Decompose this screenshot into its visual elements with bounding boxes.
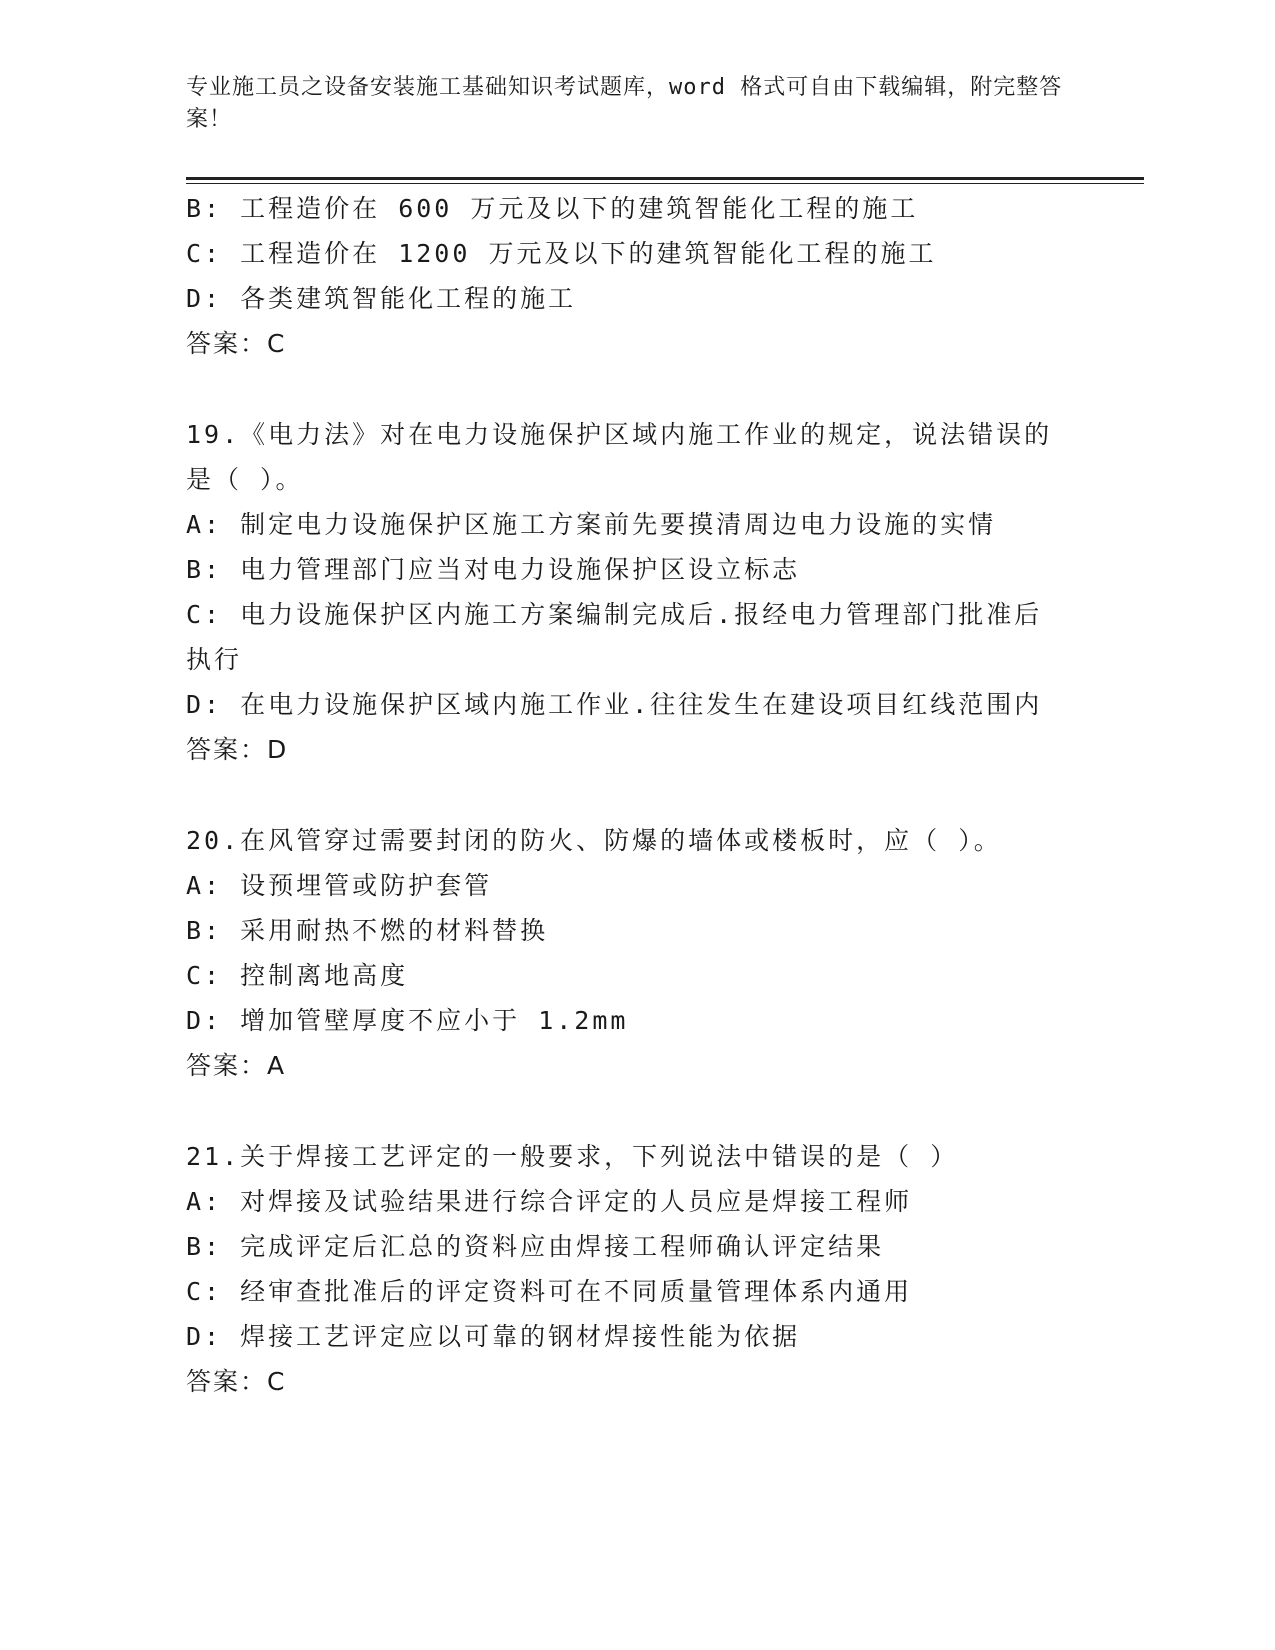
- option-a: A: 设预埋管或防护套管: [186, 871, 493, 900]
- question-20: [186, 818, 1086, 1088]
- option-a: A: 对焊接及试验结果进行综合评定的人员应是焊接工程师: [186, 1187, 913, 1216]
- option-d: D: 各类建筑智能化工程的施工: [186, 284, 577, 313]
- answer-line: 答案：C: [186, 329, 287, 358]
- option-a: A: 制定电力设施保护区施工方案前先要摸清周边电力设施的实情: [186, 510, 997, 539]
- option-d: D: 增加管壁厚度不应小于 1.2mm: [186, 1006, 629, 1035]
- option-c: C: 经审查批准后的评定资料可在不同质量管理体系内通用: [186, 1277, 913, 1306]
- document-body: [186, 186, 1086, 1404]
- option-b: B: 采用耐热不燃的材料替换: [186, 916, 549, 945]
- option-b: B: 电力管理部门应当对电力设施保护区设立标志: [186, 555, 801, 584]
- option-d: D: 焊接工艺评定应以可靠的钢材焊接性能为依据: [186, 1322, 801, 1351]
- option-d: D: 在电力设施保护区域内施工作业.往往发生在建设项目红线范围内: [186, 690, 1043, 719]
- option-b: B: 工程造价在 600 万元及以下的建筑智能化工程的施工: [186, 194, 919, 223]
- question-21: [186, 1134, 1086, 1404]
- option-c: C: 控制离地高度: [186, 961, 409, 990]
- spacer: [186, 366, 1086, 412]
- answer-line: 答案：A: [186, 1051, 287, 1080]
- option-b: B: 完成评定后汇总的资料应由焊接工程师确认评定结果: [186, 1232, 885, 1261]
- question-text: 20.在风管穿过需要封闭的防火、防爆的墙体或楼板时，应（ ）。: [186, 826, 1002, 855]
- spacer: [186, 1088, 1086, 1134]
- answer-line: 答案：D: [186, 735, 289, 764]
- header-divider-thick: [186, 177, 1144, 180]
- option-c: C: 电力设施保护区内施工方案编制完成后.报经电力管理部门批准后执行: [186, 600, 1043, 674]
- continued-question: [186, 186, 1086, 366]
- question-text: 19.《电力法》对在电力设施保护区域内施工作业的规定，说法错误的是（ ）。: [186, 420, 1053, 494]
- spacer: [186, 772, 1086, 818]
- answer-line: 答案：C: [186, 1367, 287, 1396]
- question-text: 21.关于焊接工艺评定的一般要求，下列说法中错误的是（ ）: [186, 1142, 959, 1171]
- header-divider-thin: [186, 183, 1144, 184]
- page-header: 专业施工员之设备安装施工基础知识考试题库，word 格式可自由下载编辑，附完整答案！: [186, 75, 1063, 132]
- question-19: [186, 412, 1086, 772]
- option-c: C: 工程造价在 1200 万元及以下的建筑智能化工程的施工: [186, 239, 937, 268]
